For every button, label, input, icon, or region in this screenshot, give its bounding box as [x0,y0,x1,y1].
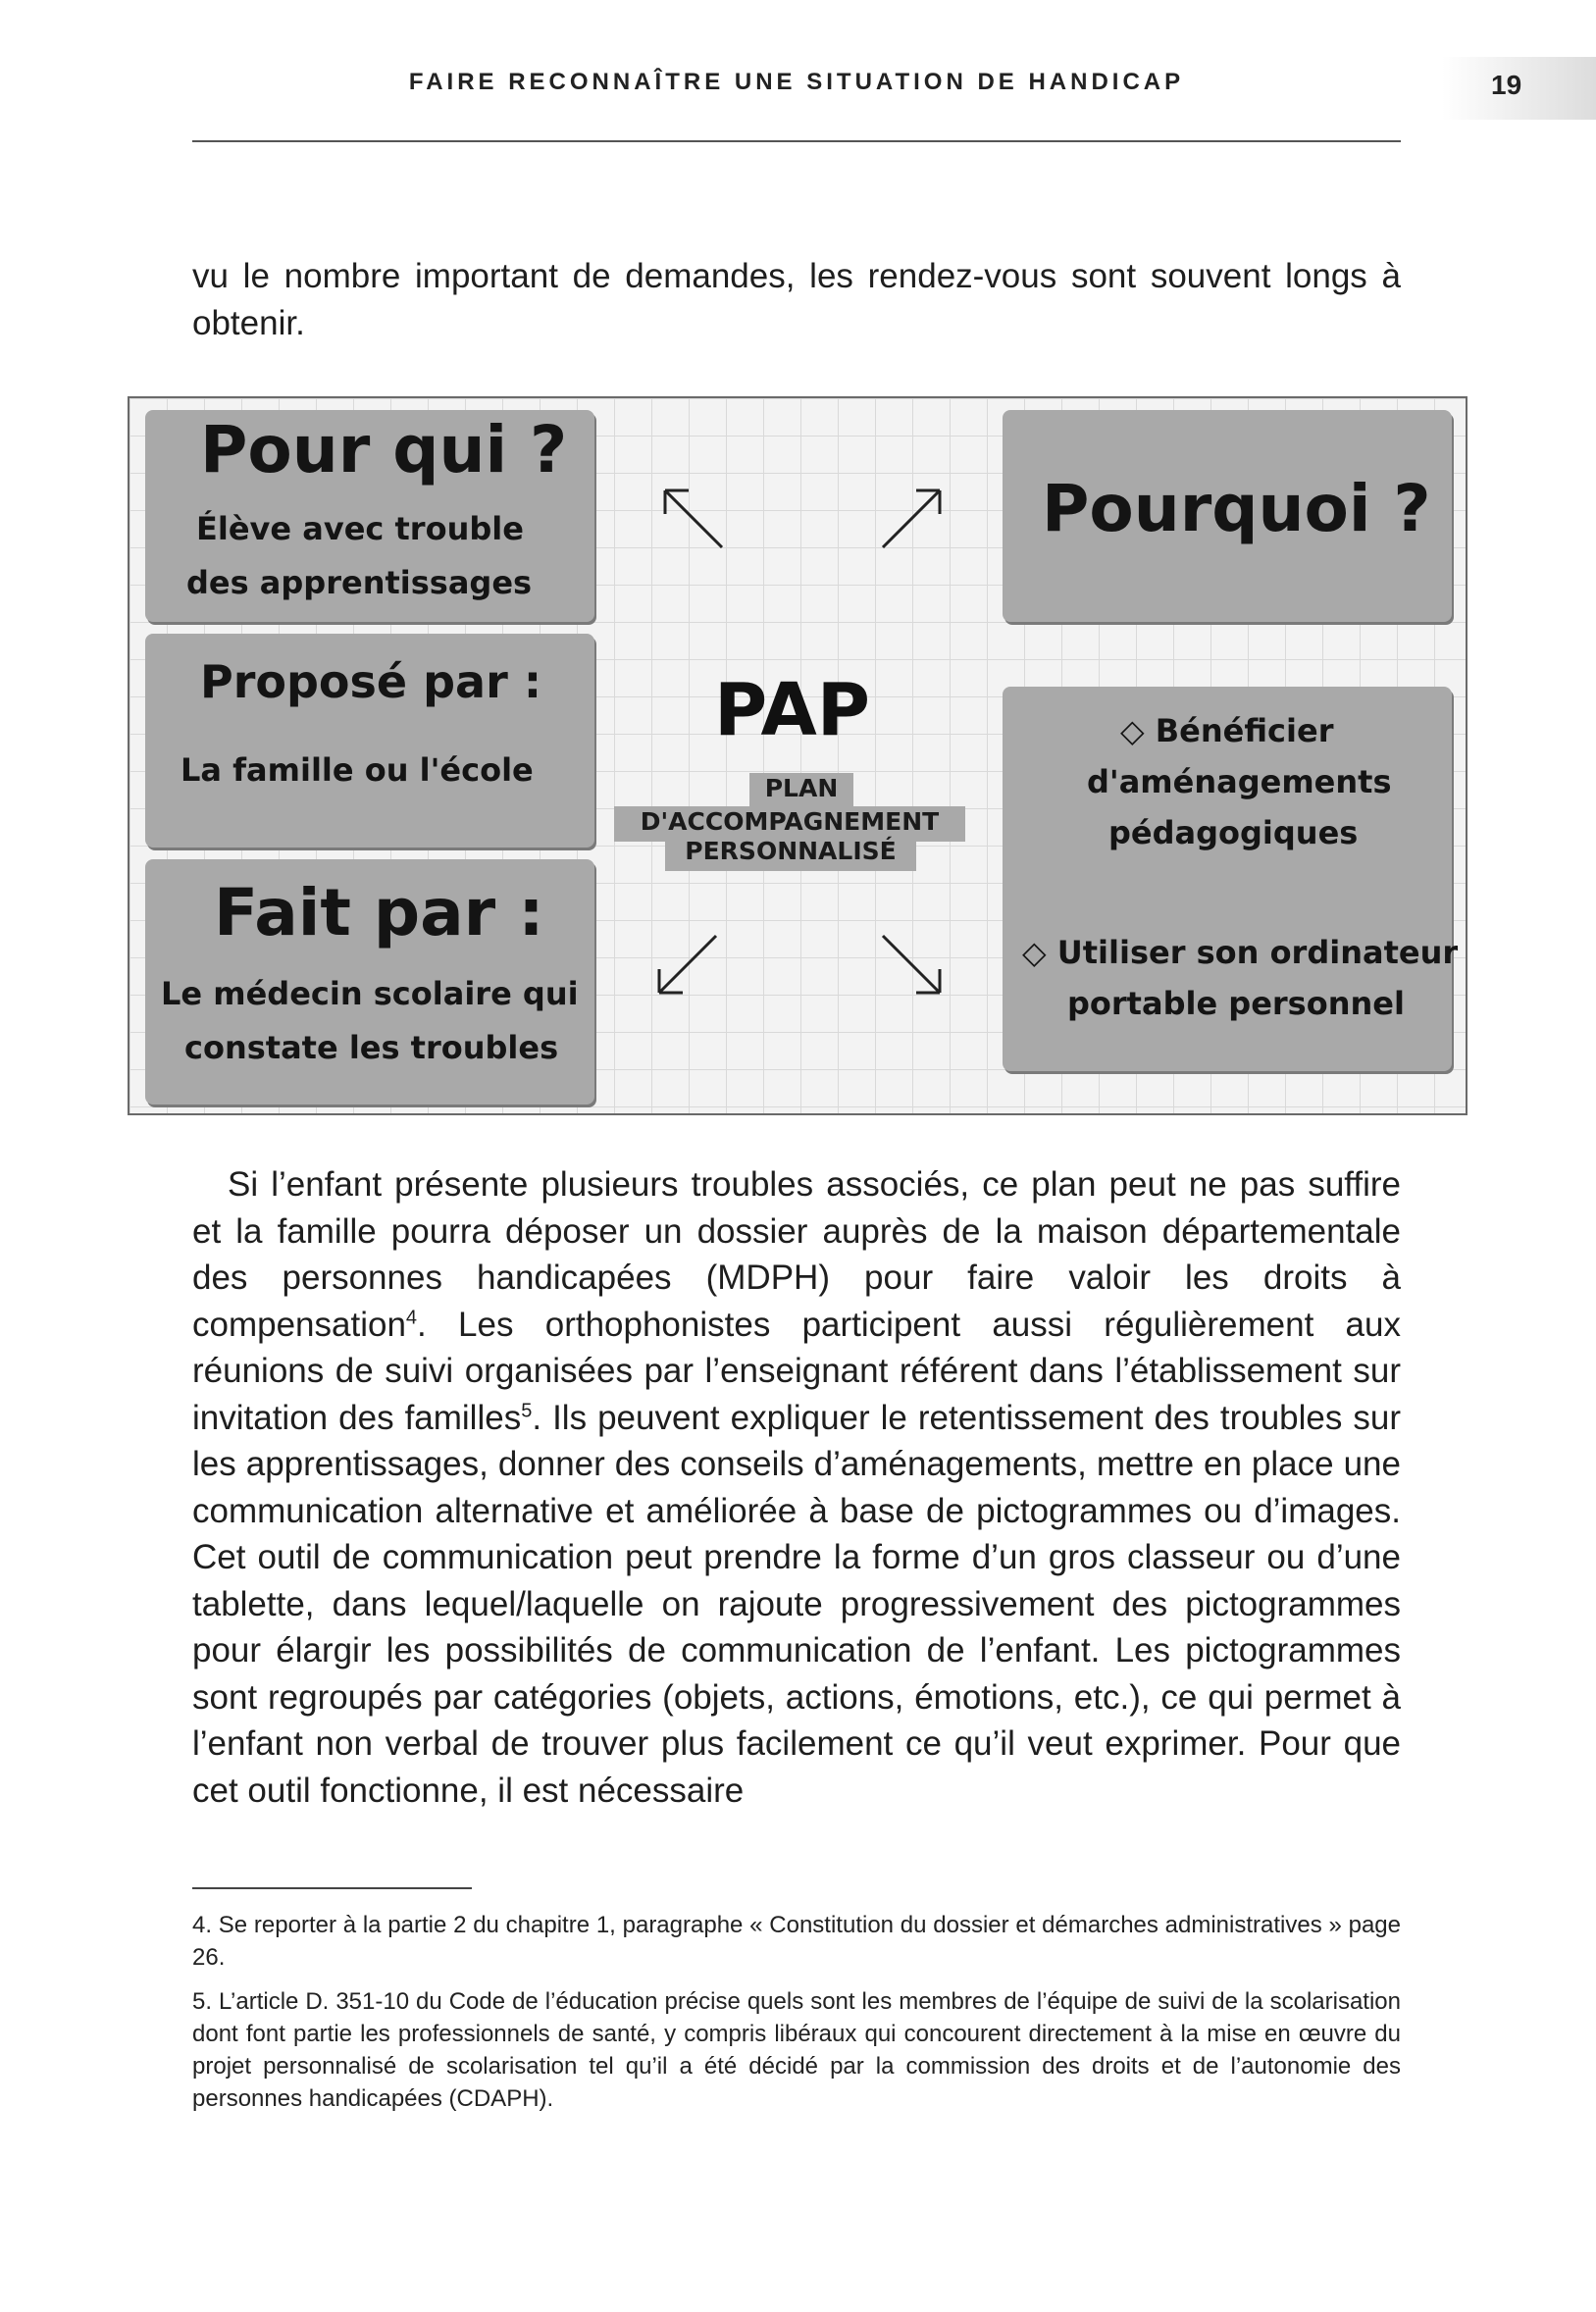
arrow-down-left-icon [653,930,722,999]
made-by-line-1: Le médecin scolaire qui [161,975,579,1012]
pap-subtitle-line-2: D'ACCOMPAGNEMENT [614,806,965,842]
arrow-down-right-icon [877,930,946,999]
footnote-4: 4. Se reporter à la partie 2 du chapitre 1, paragraphe « Constitution du dossier et démarches administratives » page 26. [192,1912,1401,1971]
arrow-up-right-icon [877,485,946,553]
box-made-by [145,859,594,1105]
footnote-ref-5[interactable]: 5 [521,1399,533,1421]
pap-subtitle-line-1: PLAN [749,773,853,806]
paragraph-2-text-1: Si l’enfant présente plusieurs troubles associés, ce plan peut ne pas suffire et la famille pourra déposer un dossier auprès de la maison départementale des personnes handicapées (MDPH) pour faire valoir les droits à compensation [192,1165,1401,1344]
box-for-whom [145,410,594,622]
pap-infographic [128,396,1467,1115]
made-by-line-2: constate les troubles [184,1029,559,1066]
footnote-5: 5. L’article D. 351-10 du Code de l’éducation précise quels sont les membres de l’équipe de suivi de la scolarisation dont font partie les professionnels de santé, y compris libéraux qui concourent directement à la mise en œuvre du projet personnalisé de scolarisation tel qu’il a été décidé par la commission des droits et de l’autonomie des personnes handicapées (CDAPH). [192,1988,1401,2112]
for-whom-line-2: des apprentissages [186,564,533,601]
for-whom-line-1: Élève avec trouble [196,510,524,547]
benefit-2-line-2: portable personnel [1067,985,1405,1022]
box-benefits [1003,687,1459,1071]
benefit-1-line-1: ◇ Bénéficier [1120,712,1334,749]
pap-title: PAP [714,668,870,752]
box-proposed-by [145,634,594,848]
paragraph-2-text-3: . Ils peuvent expliquer le retentissement des troubles sur les apprentissages, donner des conseils d’aménagements, mettre en place une communication alternative et améliorée à base de pictogrammes ou d’images. Cet outil de communication peut prendre la forme d’un gros classeur ou d’une tablette, dans lequel/laquelle on rajoute progressivement des pictogrammes pour élargir les possibilités de communication de l’enfant. Les pictogrammes sont regroupés par catégories (objets, actions, émotions, etc.), ce qui permet à l’enfant non verbal de trouver plus facilement ce qu’il veut exprimer. Pour que cet outil fonctionne, il est nécessaire [192,1398,1402,1810]
page-number: 19 [1491,70,1522,100]
benefit-2-line-1: ◇ Utiliser son ordinateur [1022,934,1459,971]
made-by-heading: Fait par : [214,875,544,950]
body-paragraph-2 [192,1161,1401,1814]
footnote-ref-4[interactable]: 4 [405,1306,418,1328]
proposed-by-text: La famille ou l'école [180,751,534,789]
benefit-1-line-2: d'aménagements [1087,763,1392,800]
running-header: FAIRE RECONNAÎTRE UNE SITUATION DE HANDICAP [408,69,1185,95]
body-paragraph-1: vu le nombre important de demandes, les rendez-vous sont souvent longs à obtenir. [192,257,1401,342]
benefit-1-line-3: pédagogiques [1108,814,1359,851]
for-whom-heading: Pour qui ? [200,412,568,488]
proposed-by-heading: Proposé par : [200,655,542,708]
header-rule [192,140,1401,142]
pap-subtitle-line-3: PERSONNALISÉ [665,836,916,871]
paragraph-2-text-2: . Les orthophonistes participent aussi régulièrement aux réunions de suivi organisées par l’enseignant référent dans l’établissement sur invitation des familles [192,1305,1401,1437]
footnote-rule [192,1887,472,1889]
arrow-up-left-icon [659,485,728,553]
box-why [1003,410,1452,622]
why-heading: Pourquoi ? [1042,471,1431,546]
